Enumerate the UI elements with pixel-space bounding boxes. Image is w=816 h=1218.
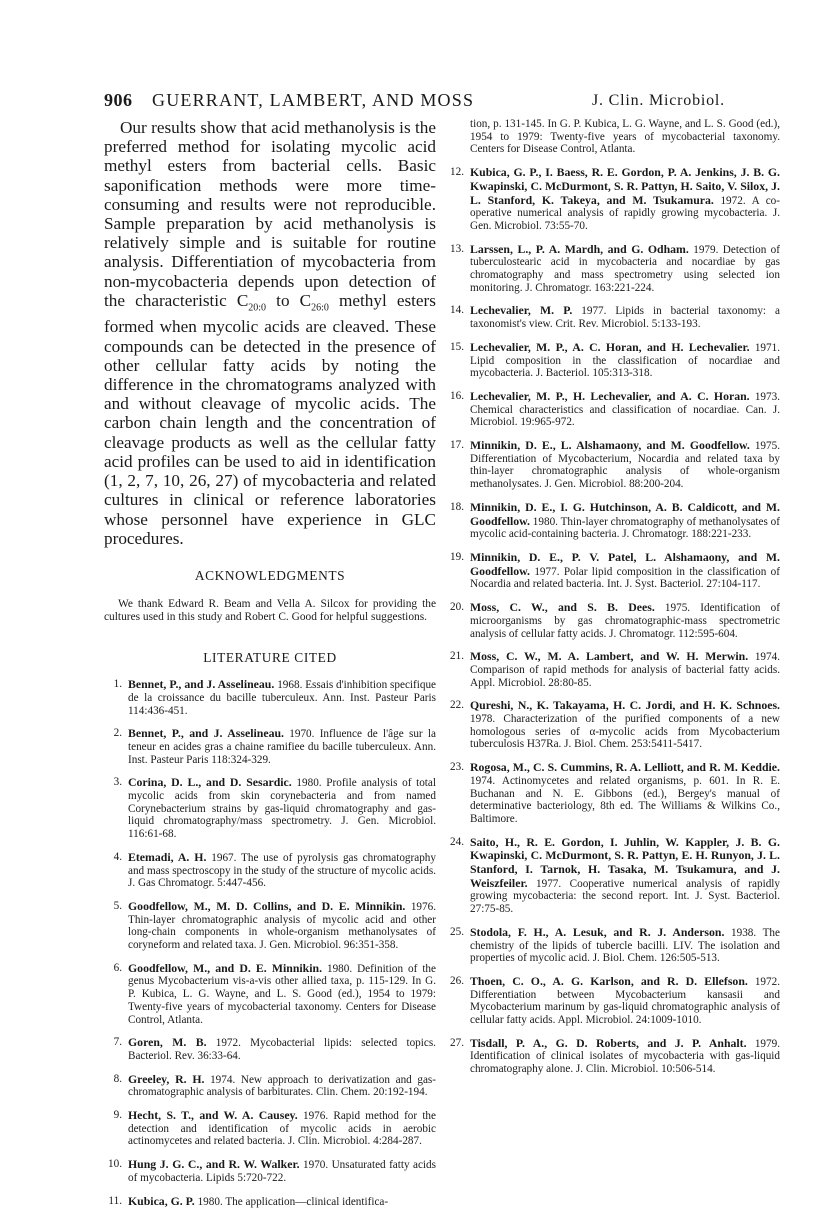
reference-text — [470, 439, 780, 491]
reference-number: 12. — [450, 166, 464, 179]
reference-text — [128, 1109, 436, 1148]
reference-text — [470, 926, 780, 965]
reference-citation: 1970. Unsaturated fatty acids of mycobacteria. Lipids 5:720-722. — [128, 1159, 436, 1184]
reference-citation: 1980. Definition of the genus Mycobacterium vis-a-vis other allied taxa, p. 115-129. In G. P. Kubica, L. G. Wayne, and L. S. Good (ed.), 1954 to 1979: Twenty-five years of mycobacterial taxonomy. Centers for Disease Control, Atlanta. — [128, 962, 436, 1026]
reference-citation: 1979. Detection of tuberculostearic acid in mycobacteria and nocardiae by gas chromatography and mass spectrometry using selected ion monitoring. J. Chromatogr. 163:221-224. — [470, 243, 780, 294]
reference-number: 15. — [450, 340, 464, 353]
reference-number: 13. — [450, 242, 464, 255]
reference-authors: Larssen, L., P. A. Mardh, and G. Odham. — [470, 241, 689, 256]
reference-citation: 1970. Influence de l'âge sur la teneur en acides gras a chaine ramifiee du bacille tuberculeux. Ann. Inst. Pasteur Paris 118:324-329. — [128, 728, 436, 766]
reference-authors: Moss, C. W., M. A. Lambert, and W. H. Merwin. — [470, 649, 749, 664]
reference-text — [128, 1073, 436, 1099]
reference-item — [446, 699, 780, 751]
reference-authors: Greeley, R. H. — [128, 1071, 205, 1086]
subscript-c26: 26:0 — [311, 302, 329, 314]
reference-citation: 1976. Thin-layer chromatographic analysis of mycolic acid and other long-chain components in whole-organism methanolysates of coryneform and related taxa. J. Gen. Microbiol. 96:351-358. — [128, 900, 437, 952]
reference-list-right — [446, 166, 780, 1076]
reference-number: 11. — [108, 1194, 122, 1207]
reference-item — [446, 551, 780, 591]
reference-authors: Minnikin, D. E., L. Alshamaony, and M. Goodfellow. — [470, 438, 750, 453]
left-column — [104, 118, 436, 1218]
reference-citation: 1980. Profile analysis of total mycolic acids from skin corynebacteria and from named Corynebacterium strains by gas-liquid chromatography and gas-liquid chromatography/mass spectrometry. J. Gen. Microbiol. 116:61-68. — [128, 777, 436, 841]
reference-item — [446, 601, 780, 640]
reference-citation: 1980. Thin-layer chromatography of methanolysates of mycolic acid-containing bacteria. J. Chromatogr. 188:221-233. — [470, 515, 780, 541]
reference-number: 26. — [450, 974, 464, 987]
acknowledgments-text: We thank Edward R. Beam and Vella A. Silcox for providing the cultures used in this study and Robert C. Good for helpful suggestions. — [104, 597, 436, 623]
reference-authors: Kubica, G. P. — [128, 1193, 195, 1208]
reference-citation: 1975. Identification of microorganisms by gas chromatographic-mass spectrometric analysis of cellular fatty acids. J. Chromatogr. 112:595-604. — [470, 602, 780, 640]
reference-citation: 1971. Lipid composition in the classification of nocardiae and mycobacteria. J. Bacteriol. 105:313-318. — [470, 341, 780, 380]
reference-citation: 1967. The use of pyrolysis gas chromatography and mass spectroscopy in the study of the structure of mycolic acids. J. Gas Chromatogr. 5:447-456. — [128, 851, 436, 890]
reference-citation: 1977. Polar lipid composition in the classification of Nocardia and related bacteria. Int. J. Syst. Bacteriol. 27:104-117. — [470, 565, 780, 591]
reference-number: 3. — [113, 776, 122, 789]
journal-name: J. Clin. Microbiol. — [592, 92, 725, 109]
reference-text — [128, 678, 436, 717]
reference-citation: 1975. Differentiation of Mycobacterium, Nocardia and related taxa by thin-layer chromatographic analysis of whole-organism methanolysates. J. Gen. Microbiol. 88:200-204. — [470, 440, 781, 491]
reference-citation: 1938. The chemistry of the lipids of tubercle bacilli. LIV. The isolation and properties of mycolic acid. J. Biol. Chem. 126:505-513. — [470, 926, 780, 965]
reference-item — [104, 1158, 436, 1184]
reference-number: 2. — [113, 727, 122, 740]
reference-text — [128, 851, 436, 890]
right-column — [446, 118, 780, 1086]
reference-authors: Moss, C. W., and S. B. Dees. — [470, 600, 655, 615]
reference-text — [470, 975, 780, 1027]
reference-authors: Etemadi, A. H. — [128, 849, 207, 864]
reference-list-left — [104, 678, 436, 1208]
reference-citation: 1972. Differentiation between Mycobacterium kansasii and Mycobacterium marinum by gas-liquid chromatographic analysis of cellular fatty acids. Appl. Microbiol. 24:1009-1010. — [470, 975, 780, 1027]
reference-item — [104, 1073, 436, 1099]
reference-text — [128, 1195, 436, 1209]
reference-number: 24. — [450, 835, 464, 848]
reference-authors: Goren, M. B. — [128, 1035, 207, 1050]
reference-authors: Minnikin, D. E., P. V. Patel, L. Alshamaony, and M. Goodfellow. — [470, 549, 780, 578]
reference-item — [446, 650, 780, 689]
reference-authors: Goodfellow, M., and D. E. Minnikin. — [128, 960, 323, 975]
reference-number: 21. — [450, 650, 464, 663]
reference-text — [128, 727, 436, 766]
reference-citation: 1980. The application—clinical identifica- — [194, 1195, 389, 1208]
reference-citation: 1974. New approach to derivatization and gas-chromatographic analysis of barbiturates. Clin. Chem. 20:192-194. — [128, 1073, 436, 1099]
literature-cited-heading: LITERATURE CITED — [203, 650, 337, 666]
reference-authors: Stodola, F. H., A. Lesuk, and R. J. Anderson. — [470, 924, 725, 939]
reference-item — [446, 390, 780, 429]
reference-authors: Lechevalier, M. P., H. Lechevalier, and A. C. Horan. — [470, 388, 750, 403]
reference-citation: 1972. Mycobacterial lipids: selected topics. Bacteriol. Rev. 36:33-64. — [128, 1037, 436, 1062]
reference-citation: 1972. A co-operative numerical analysis of rapidly growing mycobacteria. J. Gen. Microbiol. 73:55-70. — [470, 194, 780, 232]
reference-text — [470, 1037, 780, 1076]
reference-text — [128, 776, 436, 841]
reference-11-continuation: tion, p. 131-145. In G. P. Kubica, L. G. Wayne, and L. S. Good (ed.), 1954 to 1979: Twenty-five years of mycobacterial taxonomy. Centers for Disease Control, Atlanta. — [470, 118, 780, 156]
reference-authors: Hung J. G. C., and R. W. Walker. — [128, 1157, 300, 1172]
reference-text — [128, 1036, 436, 1062]
reference-text — [470, 601, 780, 640]
reference-number: 7. — [113, 1036, 122, 1049]
reference-number: 16. — [450, 389, 464, 402]
reference-item — [104, 776, 436, 841]
reference-number: 10. — [108, 1158, 122, 1171]
reference-item — [104, 962, 436, 1027]
reference-authors: Saito, H., R. E. Gordon, I. Juhlin, W. Kappler, J. B. G. Kwapinski, C. McDurmont, S. R. Pattyn, E. H. Runyon, J. L. Stanford, I. Tarnok, H. Tasaka, M. Tsukamura, and J. Weiszfeiler. — [470, 834, 780, 890]
body-text-part-3: methyl esters formed when mycolic acids are cleaved. These compounds can be detected in the presence of other cellular fatty acids by noting the difference in the chromatograms analyzed with and without cleavage of mycolic acids. The carbon chain length and the concentration of cleavage products as well as the cellular fatty acid profiles can be used to aid in identification (1, 2, 7, 10, 26, 27) of mycobacteria and related cultures in clinical or reference laboratories whose personnel have experience in GLC procedures. — [104, 290, 436, 548]
reference-text — [128, 1158, 436, 1184]
reference-text — [128, 962, 436, 1027]
reference-number: 25. — [450, 925, 464, 938]
reference-text — [470, 650, 780, 689]
reference-item — [104, 678, 436, 717]
reference-number: 20. — [450, 601, 464, 614]
reference-text — [470, 390, 780, 429]
reference-item — [104, 727, 436, 766]
reference-item — [446, 1037, 780, 1076]
reference-citation: 1973. Chemical characteristics and classification of nocardiae. Can. J. Microbiol. 19:965-972. — [470, 390, 780, 429]
reference-item — [446, 166, 780, 233]
reference-item — [446, 439, 780, 491]
body-text-part-2: to C — [266, 290, 312, 310]
acknowledgments-heading: ACKNOWLEDGMENTS — [194, 567, 346, 583]
reference-number: 6. — [113, 961, 122, 974]
reference-text — [470, 836, 780, 916]
page-number: 906 — [104, 90, 133, 110]
reference-text — [470, 341, 780, 380]
reference-item — [446, 975, 780, 1027]
reference-number: 14. — [450, 304, 464, 317]
reference-number: 23. — [450, 761, 464, 774]
reference-authors: Bennet, P., and J. Asselineau. — [128, 677, 275, 692]
reference-citation: 1974. Comparison of rapid methods for analysis of bacterial fatty acids. Appl. Microbiol. 28:80-85. — [470, 651, 780, 689]
reference-citation: 1977. Lipids in bacterial taxonomy: a taxonomist's view. Crit. Rev. Microbiol. 5:133-193. — [470, 305, 780, 331]
reference-item — [446, 243, 780, 295]
reference-authors: Rogosa, M., C. S. Cummins, R. A. Lelliott, and R. M. Keddie. — [470, 760, 780, 775]
reference-citation: 1979. Identification of clinical isolates of mycobacteria with gas-liquid chromatography alone. J. Clin. Microbiol. 10:506-514. — [470, 1037, 780, 1076]
reference-text — [470, 166, 780, 233]
reference-citation: 1974. Actinomycetes and related organisms, p. 601. In R. E. Buchanan and N. E. Gibbons (ed.), Bergey's manual of determinative bacteriology, 8th ed. The Williams & Wilkins Co., Baltimore. — [470, 774, 780, 825]
reference-item — [104, 1109, 436, 1148]
reference-item — [104, 900, 436, 952]
reference-item — [104, 1036, 436, 1062]
reference-text — [470, 761, 780, 826]
reference-citation: 1976. Rapid method for the detection and identification of mycolic acids in aerobic actinomycetes and related bacteria. J. Clin. Microbiol. 4:284-287. — [128, 1110, 436, 1148]
reference-number: 9. — [113, 1109, 122, 1122]
reference-item — [446, 304, 780, 330]
reference-item — [446, 341, 780, 380]
reference-authors: Goodfellow, M., M. D. Collins, and D. E. Minnikin. — [128, 898, 406, 913]
reference-number: 5. — [113, 899, 122, 912]
reference-number: 19. — [450, 550, 464, 563]
reference-authors: Tisdall, P. A., G. D. Roberts, and J. P. Anhalt. — [470, 1035, 747, 1050]
reference-number: 17. — [450, 439, 464, 452]
subscript-c20: 20:0 — [248, 302, 267, 314]
reference-number: 4. — [113, 850, 122, 863]
reference-authors: Bennet, P., and J. Asselineau. — [128, 726, 284, 741]
reference-authors: Lechevalier, M. P., A. C. Horan, and H. Lechevalier. — [470, 339, 750, 354]
reference-text — [470, 304, 780, 330]
conclusion-paragraph — [104, 118, 436, 548]
reference-citation: 1977. Cooperative numerical analysis of rapidly growing mycobacteria: the second report. Int. J. Syst. Bacteriol. 27:75-85. — [470, 877, 780, 916]
reference-item — [104, 1195, 436, 1209]
reference-number: 27. — [450, 1036, 464, 1049]
reference-authors: Kubica, G. P., I. Baess, R. E. Gordon, P. A. Jenkins, J. B. G. Kwapinski, C. McDurmont, S. R. Pattyn, H. Saito, V. Silox, J. L. Stanford, K. Takeya, and M. Tsukamura. — [470, 165, 780, 207]
reference-text — [470, 501, 780, 541]
reference-text — [128, 900, 436, 952]
reference-number: 8. — [113, 1072, 122, 1085]
page-header — [0, 0, 816, 110]
reference-number: 1. — [113, 678, 122, 691]
reference-number: 18. — [450, 500, 464, 513]
reference-number: 22. — [450, 699, 464, 712]
reference-item — [446, 761, 780, 826]
reference-text — [470, 551, 780, 591]
reference-text — [470, 243, 780, 295]
reference-authors: Qureshi, N., K. Takayama, H. C. Jordi, and H. K. Schnoes. — [470, 698, 780, 713]
reference-authors: Corina, D. L., and D. Sesardic. — [128, 775, 292, 790]
reference-authors: Minnikin, D. E., I. G. Hutchinson, A. B. Caldicott, and M. Goodfellow. — [470, 499, 780, 528]
reference-citation: 1978. Characterization of the purified components of a new homologous series of α-mycolic acids from Mycobacterium tuberculosis H37Ra. J. Biol. Chem. 253:5411-5417. — [470, 713, 780, 751]
reference-authors: Lechevalier, M. P. — [470, 303, 573, 318]
reference-item — [446, 836, 780, 916]
reference-authors: Thoen, C. O., A. G. Karlson, and R. D. Ellefson. — [470, 973, 748, 988]
body-text-part-1: Our results show that acid methanolysis is the preferred method for isolating mycolic acid methyl esters from bacterial cells. Basic saponification methods were more time-consuming and results were not reproducible. Sample preparation by acid methanolysis is relatively simple and is suitable for routine analysis. Differentiation of mycobacteria from non-mycobacteria depends upon detection of the characteristic C — [104, 118, 436, 310]
reference-authors: Hecht, S. T., and W. A. Causey. — [128, 1108, 298, 1123]
reference-item — [446, 501, 780, 541]
running-authors: GUERRANT, LAMBERT, AND MOSS — [152, 90, 475, 110]
reference-item — [104, 851, 436, 890]
reference-item — [446, 926, 780, 965]
reference-citation: 1968. Essais d'inhibition specifique de la croissance du bacille tuberculeux. Ann. Inst. Pasteur Paris 114:436-451. — [128, 679, 436, 717]
reference-text — [470, 699, 780, 751]
